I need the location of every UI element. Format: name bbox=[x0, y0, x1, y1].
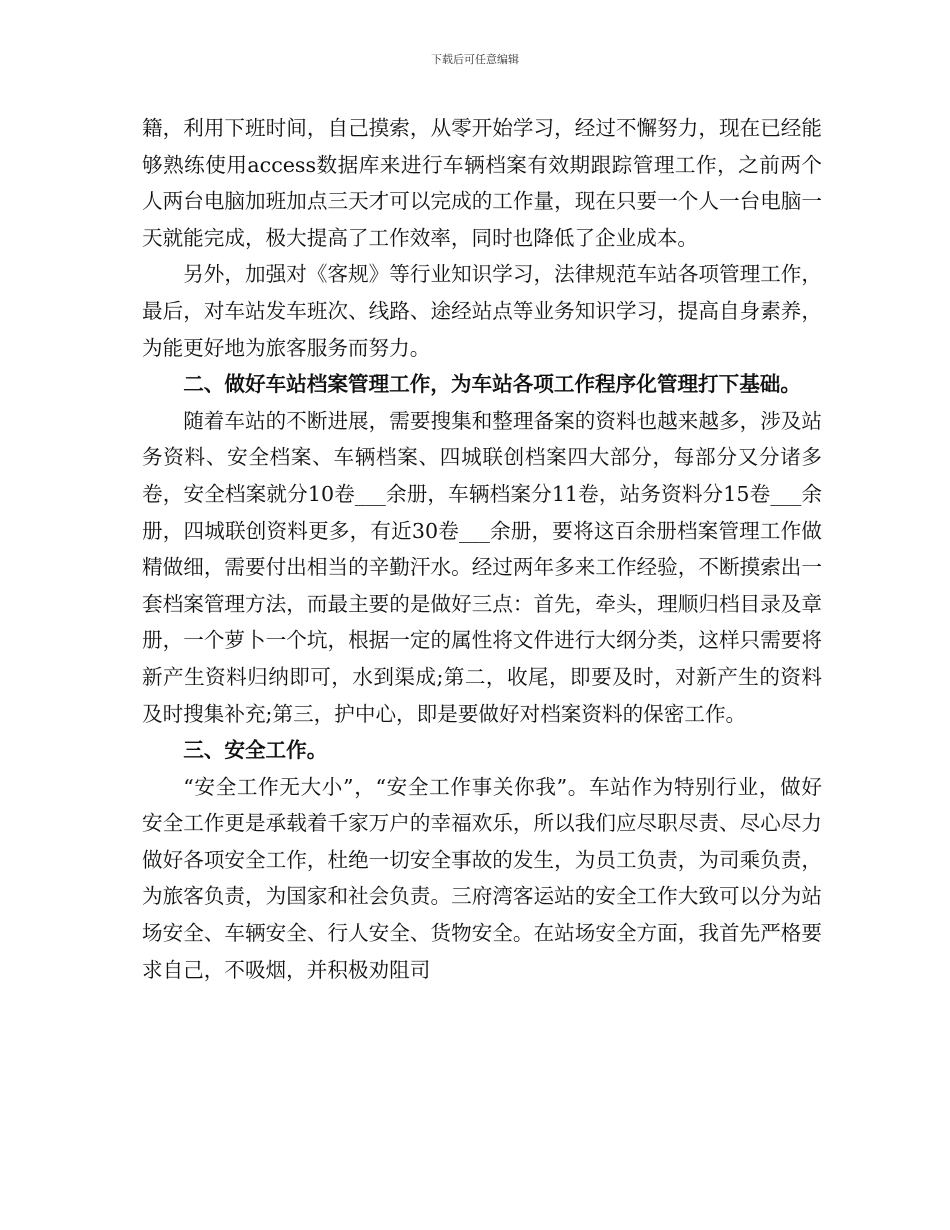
section-heading-archive-management: 二、做好车站档案管理工作，为车站各项工作程序化管理打下基础。 bbox=[183, 372, 801, 397]
paragraph-continuation: 籍，利用下班时间，自己摸索，从零开始学习，经过不懈努力，现在已经能够熟练使用access数据库来进行车辆档案有效期跟踪管理工作，之前两个人两台电脑加班加点三天才可以完成的工作量，现在只要一个人一台电脑一天就能完成，极大提高了工作效率，同时也降低了企业成本。 bbox=[142, 116, 822, 250]
paragraph-safety: “安全工作无大小”，“安全工作事关你我”。车站作为特别行业，做好安全工作更是承载着千家万户的幸福欢乐，所以我们应尽职尽责、尽心尽力做好各项安全工作，杜绝一切安全事故的发生，为员工负责，为司乘负责，为旅客负责，为国家和社会负责。三府湾客运站的安全工作大致可以分为站场安全、车辆安全、行人安全、货物安全。在站场安全方面，我首先严格要求自己，不吸烟，并积极劝阻司 bbox=[142, 774, 822, 982]
document-body bbox=[142, 110, 822, 988]
section-heading-safety: 三、安全工作。 bbox=[183, 738, 328, 763]
paragraph-archive-management: 随着车站的不断进展，需要搜集和整理备案的资料也越来越多，涉及站务资料、安全档案、车辆档案、四城联创档案四大部分，每部分又分诸多卷，安全档案就分10卷___余册，车辆档案分11卷，站务资料分15卷___余册，四城联创资料更多，有近30卷___余册，要将这百余册档案管理工作做精做细，需要付出相当的辛勤汗水。经过两年多来工作经验，不断摸索出一套档案管理方法，而最主要的是做好三点：首先，牵头，理顺归档目录及章册，一个萝卜一个坑，根据一定的属性将文件进行大纲分类，这样只需要将新产生资料归纳即可，水到渠成;第二，收尾，即要及时，对新产生的资料及时搜集补充;第三，护中心，即是要做好对档案资料的保密工作。 bbox=[142, 408, 822, 726]
paragraph-additional-learning: 另外，加强对《客规》等行业知识学习，法律规范车站各项管理工作，最后，对车站发车班次、线路、途经站点等业务知识学习，提高自身素养，为能更好地为旅客服务而努力。 bbox=[142, 262, 822, 360]
page-header: 下载后可任意编辑 bbox=[431, 53, 519, 66]
